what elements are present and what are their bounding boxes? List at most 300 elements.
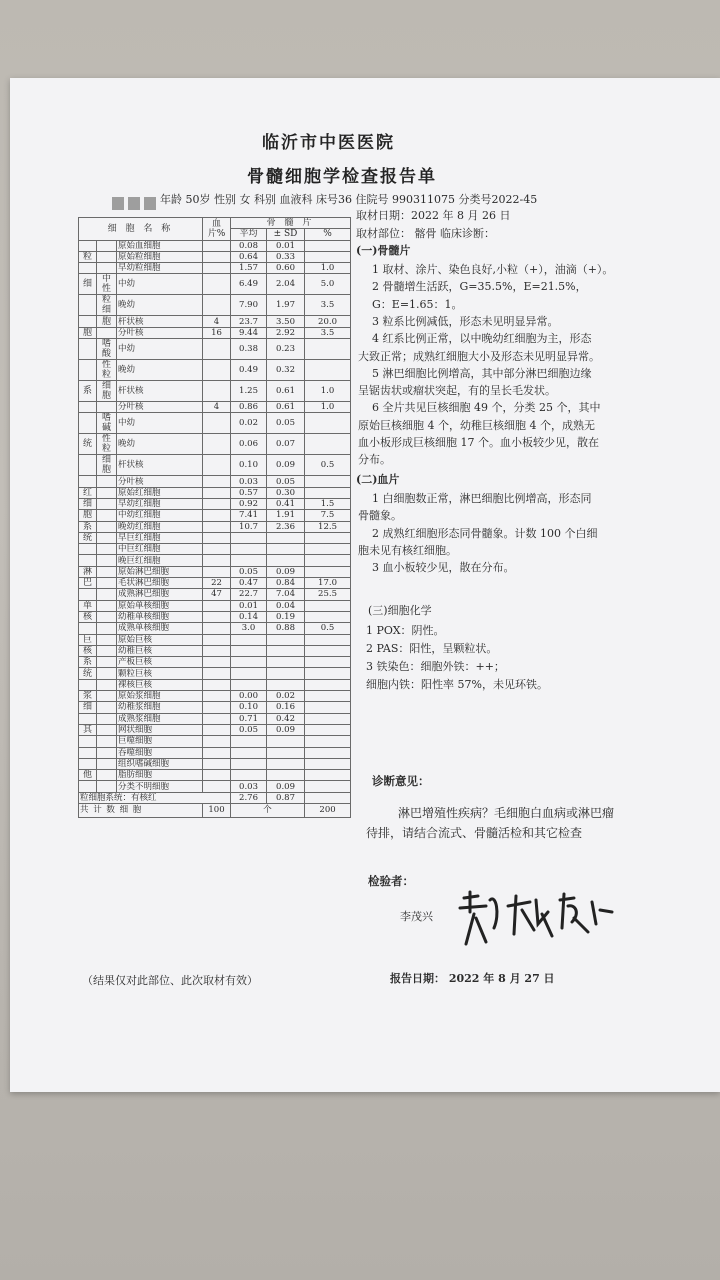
row-group: 系	[79, 521, 97, 532]
row-mean: 0.57	[231, 487, 267, 498]
row-blood-pct	[203, 566, 231, 577]
row-blood-pct	[203, 476, 231, 487]
row-blood-pct	[203, 645, 231, 656]
row-subgroup	[97, 781, 117, 792]
row-mean: 1.57	[231, 263, 267, 274]
ratio-empty	[305, 792, 351, 803]
row-subgroup	[97, 747, 117, 758]
header-sd: ± SD	[267, 229, 305, 240]
row-group: 巨	[79, 634, 97, 645]
row-sd: 0.33	[267, 251, 305, 262]
row-subgroup	[97, 657, 117, 668]
row-mean: 0.86	[231, 402, 267, 413]
table-row	[79, 747, 351, 758]
row-cell-name: 分叶核	[117, 327, 203, 338]
table-row	[79, 679, 351, 690]
row-group	[79, 555, 97, 566]
row-cell-name: 成熟淋巴细胞	[117, 589, 203, 600]
row-marrow-pct	[305, 544, 351, 555]
row-blood-pct	[203, 713, 231, 724]
marrow-finding-line: 原始巨核细胞 4 个，幼稚巨核细胞 4 个，成熟无	[358, 418, 595, 432]
header-blood-film: 血片%	[203, 218, 231, 241]
row-subgroup	[97, 589, 117, 600]
row-blood-pct	[203, 240, 231, 251]
row-cell-name: 产板巨核	[117, 657, 203, 668]
row-blood-pct	[203, 455, 231, 476]
total-row	[79, 803, 351, 817]
row-mean: 0.49	[231, 360, 267, 381]
row-subgroup	[97, 770, 117, 781]
row-mean	[231, 736, 267, 747]
row-sd: 1.91	[267, 510, 305, 521]
report-title: 骨髓细胞学检查报告单	[247, 167, 437, 187]
row-subgroup	[97, 578, 117, 589]
diagnosis-line: 待排，请结合流式、骨髓活检和其它检查	[366, 826, 583, 840]
row-mean: 0.00	[231, 691, 267, 702]
row-cell-name: 晚幼	[117, 295, 203, 316]
row-cell-name: 原始粒细胞	[117, 251, 203, 262]
row-sd: 0.23	[267, 339, 305, 360]
table-row	[79, 274, 351, 295]
row-subgroup: 细胞	[97, 381, 117, 402]
row-subgroup	[97, 263, 117, 274]
marrow-heading: (一)骨髓片	[356, 244, 411, 257]
row-cell-name: 吞噬细胞	[117, 747, 203, 758]
row-subgroup	[97, 702, 117, 713]
row-group: 其	[79, 724, 97, 735]
row-cell-name: 原始浆细胞	[117, 691, 203, 702]
row-blood-pct	[203, 487, 231, 498]
row-group: 统	[79, 668, 97, 679]
table-row	[79, 316, 351, 327]
row-cell-name: 分叶核	[117, 476, 203, 487]
row-mean: 0.03	[231, 781, 267, 792]
row-cell-name: 中幼	[117, 339, 203, 360]
row-marrow-pct: 1.0	[305, 402, 351, 413]
row-marrow-pct	[305, 747, 351, 758]
row-group	[79, 476, 97, 487]
row-sd: 0.01	[267, 240, 305, 251]
row-group: 细	[79, 702, 97, 713]
row-mean: 0.01	[231, 600, 267, 611]
row-blood-pct	[203, 251, 231, 262]
row-sd: 0.16	[267, 702, 305, 713]
row-group: 巴	[79, 578, 97, 589]
row-blood-pct	[203, 381, 231, 402]
row-cell-name: 原始红细胞	[117, 487, 203, 498]
row-subgroup	[97, 611, 117, 622]
table-row	[79, 510, 351, 521]
chemistry-line: 1 POX：阴性。	[366, 624, 445, 637]
row-blood-pct	[203, 736, 231, 747]
row-cell-name: 幼稚浆细胞	[117, 702, 203, 713]
row-mean: 0.10	[231, 455, 267, 476]
row-mean	[231, 668, 267, 679]
row-marrow-pct: 25.5	[305, 589, 351, 600]
row-cell-name: 幼稚巨核	[117, 645, 203, 656]
row-mean: 0.08	[231, 240, 267, 251]
marrow-finding-line: 3 粒系比例减低，形态未见明显异常。	[372, 314, 559, 328]
table-row	[79, 327, 351, 338]
row-sd	[267, 679, 305, 690]
row-cell-name: 中幼红细胞	[117, 510, 203, 521]
row-sd: 0.84	[267, 578, 305, 589]
chemistry-heading: (三)细胞化学	[368, 604, 432, 617]
row-sd	[267, 668, 305, 679]
row-group: 胞	[79, 510, 97, 521]
row-mean: 10.7	[231, 521, 267, 532]
row-subgroup	[97, 668, 117, 679]
table-row	[79, 578, 351, 589]
row-group: 核	[79, 611, 97, 622]
row-blood-pct	[203, 510, 231, 521]
row-blood-pct	[203, 413, 231, 434]
table-row	[79, 251, 351, 262]
table-row	[79, 413, 351, 434]
marrow-finding-line: 分布。	[358, 453, 391, 467]
blood-finding-line: 骨髓象。	[358, 509, 402, 523]
row-cell-name: 杆状核	[117, 316, 203, 327]
table-row	[79, 758, 351, 769]
row-mean: 0.47	[231, 578, 267, 589]
row-sd: 1.97	[267, 295, 305, 316]
row-mean	[231, 679, 267, 690]
marrow-finding-line: 大致正常；成熟红细胞大小及形态未见明显异常。	[358, 349, 600, 363]
row-group	[79, 736, 97, 747]
row-mean	[231, 657, 267, 668]
row-group: 他	[79, 770, 97, 781]
table-row	[79, 240, 351, 251]
row-blood-pct: 16	[203, 327, 231, 338]
row-group: 淋	[79, 566, 97, 577]
row-blood-pct	[203, 657, 231, 668]
row-sd: 0.02	[267, 691, 305, 702]
row-marrow-pct	[305, 434, 351, 455]
redaction-block	[128, 197, 140, 210]
table-row	[79, 691, 351, 702]
row-marrow-pct	[305, 702, 351, 713]
row-marrow-pct	[305, 476, 351, 487]
examiner-label: 检验者：	[368, 874, 414, 888]
row-sd	[267, 758, 305, 769]
row-sd	[267, 747, 305, 758]
row-mean: 0.92	[231, 498, 267, 509]
row-sd	[267, 770, 305, 781]
row-subgroup	[97, 544, 117, 555]
row-blood-pct	[203, 668, 231, 679]
row-cell-name: 晚幼	[117, 360, 203, 381]
blood-finding-line: 胞未见有核红细胞。	[358, 543, 457, 557]
row-subgroup	[97, 645, 117, 656]
table-row	[79, 589, 351, 600]
row-marrow-pct: 3.5	[305, 295, 351, 316]
row-sd: 3.50	[267, 316, 305, 327]
row-subgroup	[97, 251, 117, 262]
blood-finding-line: 2 成熟红细胞形态同骨髓象。计数 100 个白细	[372, 526, 598, 540]
row-blood-pct	[203, 747, 231, 758]
row-mean	[231, 544, 267, 555]
row-subgroup	[97, 521, 117, 532]
diagnosis-line: 淋巴增殖性疾病？毛细胞白血病或淋巴瘤	[398, 806, 615, 820]
report-date: 报告日期： 2022 年 8 月 27 日	[390, 972, 555, 985]
row-sd	[267, 645, 305, 656]
row-group: 红	[79, 487, 97, 498]
chemistry-line: 细胞内铁：阳性率 57%，未见环铁。	[366, 678, 548, 691]
row-mean	[231, 758, 267, 769]
marrow-finding-line: 5 淋巴细胞比例增高，其中部分淋巴细胞边缘	[372, 366, 592, 380]
row-cell-name: 成熟单核细胞	[117, 623, 203, 634]
ratio-row	[79, 792, 351, 803]
redaction-block	[112, 197, 124, 210]
row-sd: 2.92	[267, 327, 305, 338]
row-blood-pct	[203, 634, 231, 645]
row-cell-name: 杆状核	[117, 455, 203, 476]
row-marrow-pct	[305, 691, 351, 702]
marrow-finding-line: 呈锯齿状或瘤状突起，有的呈长毛发状。	[358, 384, 556, 398]
row-mean: 0.38	[231, 339, 267, 360]
header-cell-name: 细 胞 名 称	[79, 218, 203, 241]
row-mean: 7.90	[231, 295, 267, 316]
row-blood-pct	[203, 623, 231, 634]
row-group	[79, 339, 97, 360]
row-marrow-pct	[305, 240, 351, 251]
row-mean: 22.7	[231, 589, 267, 600]
table-row	[79, 455, 351, 476]
row-group	[79, 544, 97, 555]
row-subgroup: 性粒	[97, 434, 117, 455]
row-sd: 0.09	[267, 781, 305, 792]
row-group	[79, 781, 97, 792]
row-cell-name: 早巨红细胞	[117, 532, 203, 543]
row-blood-pct	[203, 434, 231, 455]
row-group	[79, 679, 97, 690]
row-cell-name: 中幼	[117, 413, 203, 434]
row-sd: 7.04	[267, 589, 305, 600]
table-row	[79, 645, 351, 656]
row-mean: 3.0	[231, 623, 267, 634]
row-blood-pct	[203, 360, 231, 381]
row-sd	[267, 634, 305, 645]
row-cell-name: 早幼红细胞	[117, 498, 203, 509]
row-group	[79, 402, 97, 413]
sampling-site: 取材部位： 髂骨 临床诊断：	[356, 227, 495, 240]
cell-count-table	[78, 217, 351, 818]
row-cell-name: 晚巨红细胞	[117, 555, 203, 566]
row-marrow-pct: 7.5	[305, 510, 351, 521]
row-mean: 0.10	[231, 702, 267, 713]
row-mean: 0.71	[231, 713, 267, 724]
row-marrow-pct: 17.0	[305, 578, 351, 589]
chemistry-line: 3 铁染色：细胞外铁：++；	[366, 660, 505, 673]
row-marrow-pct	[305, 679, 351, 690]
row-blood-pct	[203, 679, 231, 690]
row-group	[79, 240, 97, 251]
row-mean: 0.05	[231, 566, 267, 577]
row-group: 细	[79, 498, 97, 509]
row-cell-name: 组织嗜碱细胞	[117, 758, 203, 769]
header-mean: 平均	[231, 229, 267, 240]
row-sd: 0.41	[267, 498, 305, 509]
marrow-finding-line: G：E=1.65：1。	[372, 297, 463, 311]
row-marrow-pct	[305, 360, 351, 381]
row-blood-pct	[203, 532, 231, 543]
row-cell-name: 杆状核	[117, 381, 203, 402]
header-pct: %	[305, 229, 351, 240]
row-marrow-pct	[305, 555, 351, 566]
row-blood-pct: 4	[203, 316, 231, 327]
row-subgroup	[97, 240, 117, 251]
row-subgroup: 嗜碱	[97, 413, 117, 434]
row-sd: 0.09	[267, 455, 305, 476]
row-blood-pct	[203, 339, 231, 360]
table-row	[79, 781, 351, 792]
row-group	[79, 713, 97, 724]
row-marrow-pct	[305, 758, 351, 769]
row-sd: 0.30	[267, 487, 305, 498]
row-subgroup	[97, 402, 117, 413]
row-subgroup	[97, 736, 117, 747]
row-mean: 6.49	[231, 274, 267, 295]
row-subgroup: 胞	[97, 316, 117, 327]
row-cell-name: 原始单核细胞	[117, 600, 203, 611]
row-mean	[231, 645, 267, 656]
row-blood-pct	[203, 770, 231, 781]
row-group: 系	[79, 657, 97, 668]
row-blood-pct	[203, 600, 231, 611]
row-sd: 0.19	[267, 611, 305, 622]
marrow-finding-line: 4 红系比例正常，以中晚幼红细胞为主，形态	[372, 332, 592, 346]
row-mean	[231, 634, 267, 645]
row-group	[79, 623, 97, 634]
row-group: 浆	[79, 691, 97, 702]
row-subgroup: 粒细	[97, 295, 117, 316]
table-row	[79, 713, 351, 724]
row-sd: 0.09	[267, 566, 305, 577]
row-marrow-pct	[305, 668, 351, 679]
table-row	[79, 339, 351, 360]
row-cell-name: 裸核巨核	[117, 679, 203, 690]
row-cell-name: 晚幼	[117, 434, 203, 455]
table-row	[79, 736, 351, 747]
row-group	[79, 589, 97, 600]
table-row	[79, 402, 351, 413]
table-row	[79, 544, 351, 555]
row-sd: 2.04	[267, 274, 305, 295]
row-blood-pct	[203, 544, 231, 555]
row-blood-pct	[203, 724, 231, 735]
row-cell-name: 成熟浆细胞	[117, 713, 203, 724]
row-sd: 0.05	[267, 476, 305, 487]
blood-finding-line: 1 白细胞数正常，淋巴细胞比例增高，形态同	[372, 492, 592, 505]
row-blood-pct: 22	[203, 578, 231, 589]
row-blood-pct	[203, 691, 231, 702]
table-row	[79, 623, 351, 634]
row-subgroup: 中性	[97, 274, 117, 295]
table-row	[79, 263, 351, 274]
row-blood-pct	[203, 274, 231, 295]
row-mean	[231, 532, 267, 543]
row-group	[79, 295, 97, 316]
row-subgroup	[97, 532, 117, 543]
row-mean: 0.64	[231, 251, 267, 262]
row-sd	[267, 736, 305, 747]
examiner-name: 李茂兴	[400, 910, 433, 923]
row-subgroup: 细胞	[97, 455, 117, 476]
validity-note: （结果仅对此部位、此次取材有效）	[82, 974, 258, 987]
row-sd: 0.61	[267, 381, 305, 402]
total-label: 共 计 数 细 胞	[79, 803, 203, 817]
row-mean: 1.25	[231, 381, 267, 402]
row-cell-name: 颗粒巨核	[117, 668, 203, 679]
row-mean: 9.44	[231, 327, 267, 338]
row-marrow-pct	[305, 634, 351, 645]
row-group: 胞	[79, 327, 97, 338]
row-subgroup	[97, 498, 117, 509]
row-marrow-pct	[305, 657, 351, 668]
row-sd: 0.07	[267, 434, 305, 455]
row-marrow-pct: 0.5	[305, 455, 351, 476]
row-cell-name: 原始血细胞	[117, 240, 203, 251]
row-blood-pct	[203, 555, 231, 566]
row-group	[79, 758, 97, 769]
total-pct: 200	[305, 803, 351, 817]
row-sd	[267, 544, 305, 555]
table-row	[79, 600, 351, 611]
row-sd: 0.60	[267, 263, 305, 274]
row-subgroup	[97, 691, 117, 702]
marrow-finding-line: 1 取材、涂片、染色良好,小粒（+），油滴（+）。	[372, 263, 614, 276]
row-sd: 0.04	[267, 600, 305, 611]
table-row	[79, 657, 351, 668]
table-row	[79, 434, 351, 455]
row-marrow-pct	[305, 781, 351, 792]
row-cell-name: 分叶核	[117, 402, 203, 413]
row-marrow-pct	[305, 724, 351, 735]
table-row	[79, 381, 351, 402]
table-row	[79, 521, 351, 532]
table-row	[79, 634, 351, 645]
patient-info-line: 年龄 50岁 性别 女 科别 血液科 床号36 住院号 990311075 分类号2022-45	[160, 193, 538, 206]
table-row	[79, 555, 351, 566]
row-marrow-pct: 5.0	[305, 274, 351, 295]
row-subgroup	[97, 476, 117, 487]
row-marrow-pct: 20.0	[305, 316, 351, 327]
table-row	[79, 702, 351, 713]
row-mean	[231, 770, 267, 781]
row-sd	[267, 657, 305, 668]
row-marrow-pct	[305, 736, 351, 747]
row-mean: 0.05	[231, 724, 267, 735]
row-cell-name: 中巨红细胞	[117, 544, 203, 555]
row-marrow-pct: 1.0	[305, 263, 351, 274]
row-cell-name: 分类不明细胞	[117, 781, 203, 792]
row-marrow-pct	[305, 600, 351, 611]
row-marrow-pct	[305, 611, 351, 622]
row-subgroup: 嗜酸	[97, 339, 117, 360]
row-group: 粒	[79, 251, 97, 262]
row-sd: 2.36	[267, 521, 305, 532]
row-subgroup	[97, 555, 117, 566]
row-marrow-pct	[305, 251, 351, 262]
blood-finding-line: 3 血小板较少见，散在分布。	[372, 561, 515, 575]
row-marrow-pct: 1.5	[305, 498, 351, 509]
row-sd: 0.61	[267, 402, 305, 413]
row-subgroup	[97, 623, 117, 634]
row-blood-pct	[203, 781, 231, 792]
row-mean: 0.14	[231, 611, 267, 622]
total-blood: 100	[203, 803, 231, 817]
row-blood-pct	[203, 702, 231, 713]
